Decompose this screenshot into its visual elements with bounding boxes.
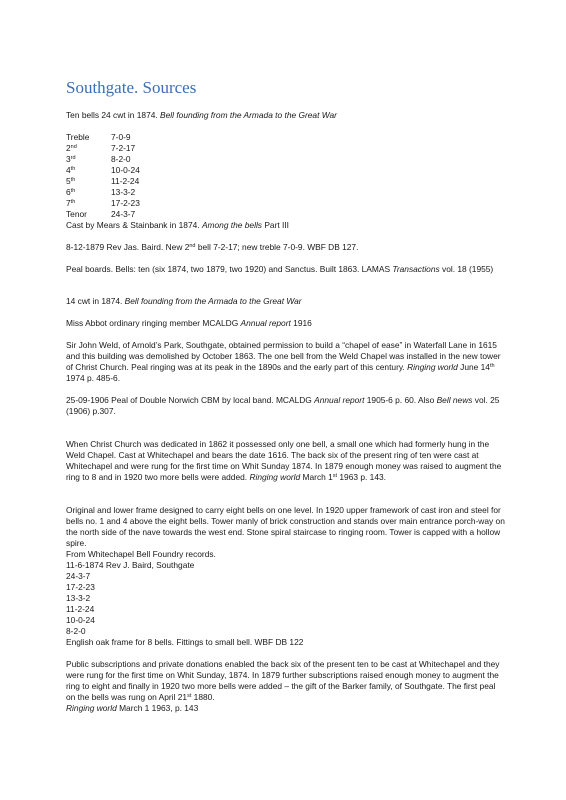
source-line: From Whitechapel Bell Foundry records. xyxy=(66,549,216,559)
bell-name: 6th xyxy=(66,187,76,197)
list-footer: English oak frame for 8 bells. Fittings to small bell. WBF DB 122 xyxy=(66,637,304,647)
paragraph-14cwt: 14 cwt in 1874. Bell founding from the Armada to the Great War xyxy=(66,296,302,306)
paragraph-abbot: Miss Abbot ordinary ringing member MCALDG Annual report 1916 xyxy=(66,318,312,328)
list-item: 17-2-23 xyxy=(66,582,95,592)
bell-weight: 7-2-17 xyxy=(111,143,136,153)
bell-weight: 11-2-24 xyxy=(111,176,140,186)
bell-weight: 10-0-24 xyxy=(111,165,140,175)
bell-name: 2nd xyxy=(66,143,77,153)
paragraph-weld-chapel: Sir John Weld, of Arnold’s Park, Southgate, obtained permission to build a “chapel of ease” in Waterfall Lane in 1615 and this building was demolished by October 1863. The one bell from the Weld Chapel was installed in the new tower of Christ Church. Peal ringing was at its peak in the 1890s and the early part of this century. Ringing world June 14th 1974 p. 485-6. xyxy=(66,340,501,383)
cast-line: Cast by Mears & Stainbank in 1874. Among the bells Part III xyxy=(66,220,289,230)
bell-name: 3rd xyxy=(66,154,76,164)
list-item: 11-2-24 xyxy=(66,604,95,614)
bell-name: 7th xyxy=(66,198,76,208)
paragraph-christ-church: When Christ Church was dedicated in 1862 it possessed only one bell, a small one which had formerly hung in the Weld Chapel. Cast at Whitechapel and bears the date 1616. The back six of the present ring of ten were cast at Whitechapel and were rung for the first time on Whit Sunday 1874. In 1879 enough money was raised to augment the ring to 8 and in 1920 two more bells were added. Ringing world March 1st 1963 p. 143. xyxy=(66,439,502,482)
bell-weight: 8-2-0 xyxy=(111,154,131,164)
paragraph-public-subscriptions: Public subscriptions and private donations enabled the back six of the present ten to be cast at Whitechapel and they were rung for the first time on Whit Sunday, 1874. In 1879 further subscriptions raised enough money to augment the ring to eight and finally in 1920 two more bells were added – the gift of the Barker family, of Southgate. The first peal on the bells was rung on April 21st 1880. Ringing world March 1 1963, p. 143 xyxy=(66,659,500,713)
paragraph-peal-boards: Peal boards. Bells: ten (six 1874, two 1879, two 1920) and Sanctus. Built 1863. LAMAS Transactions vol. 18 (1955) xyxy=(66,264,494,274)
list-heading: 11-6-1874 Rev J. Baird, Southgate xyxy=(66,560,195,570)
page-title: Southgate. Sources xyxy=(66,78,197,97)
list-item: 24-3-7 xyxy=(66,571,91,581)
intro-paragraph: Ten bells 24 cwt in 1874. Bell founding from the Armada to the Great War xyxy=(66,110,337,120)
bell-weight: 13-3-2 xyxy=(111,187,136,197)
bell-name: Tenor xyxy=(66,209,87,219)
list-item: 13-3-2 xyxy=(66,593,91,603)
paragraph-1879: 8-12-1879 Rev Jas. Baird. New 2nd bell 7-2-17; new treble 7-0-9. WBF DB 127. xyxy=(66,242,359,252)
bell-weight: 17-2-23 xyxy=(111,198,140,208)
paragraph-1906-peal: 25-09-1906 Peal of Double Norwich CBM by local band. MCALDG Annual report 1905-6 p. 60. Also Bell news vol. 25 (1906) p.307. xyxy=(66,395,500,416)
list-item: 8-2-0 xyxy=(66,626,86,636)
bell-weight: 24-3-7 xyxy=(111,209,136,219)
bell-weight: 7-0-9 xyxy=(111,132,131,142)
bell-name: 5th xyxy=(66,176,76,186)
bell-name: 4th xyxy=(66,165,76,175)
list-item: 10-0-24 xyxy=(66,615,95,625)
bell-name: Treble xyxy=(66,132,90,142)
paragraph-frame: Original and lower frame designed to carry eight bells on one level. In 1920 upper framework of cast iron and steel for bells no. 1 and 4 above the eight bells. Tower manly of brick construction and stands over main entrance porch-way on the north side of the nave towards the west end. Stone spiral staircase to ringing room. Tower is capped with a hollow spire. From Whitechapel Bell Foundry records. xyxy=(66,505,505,559)
